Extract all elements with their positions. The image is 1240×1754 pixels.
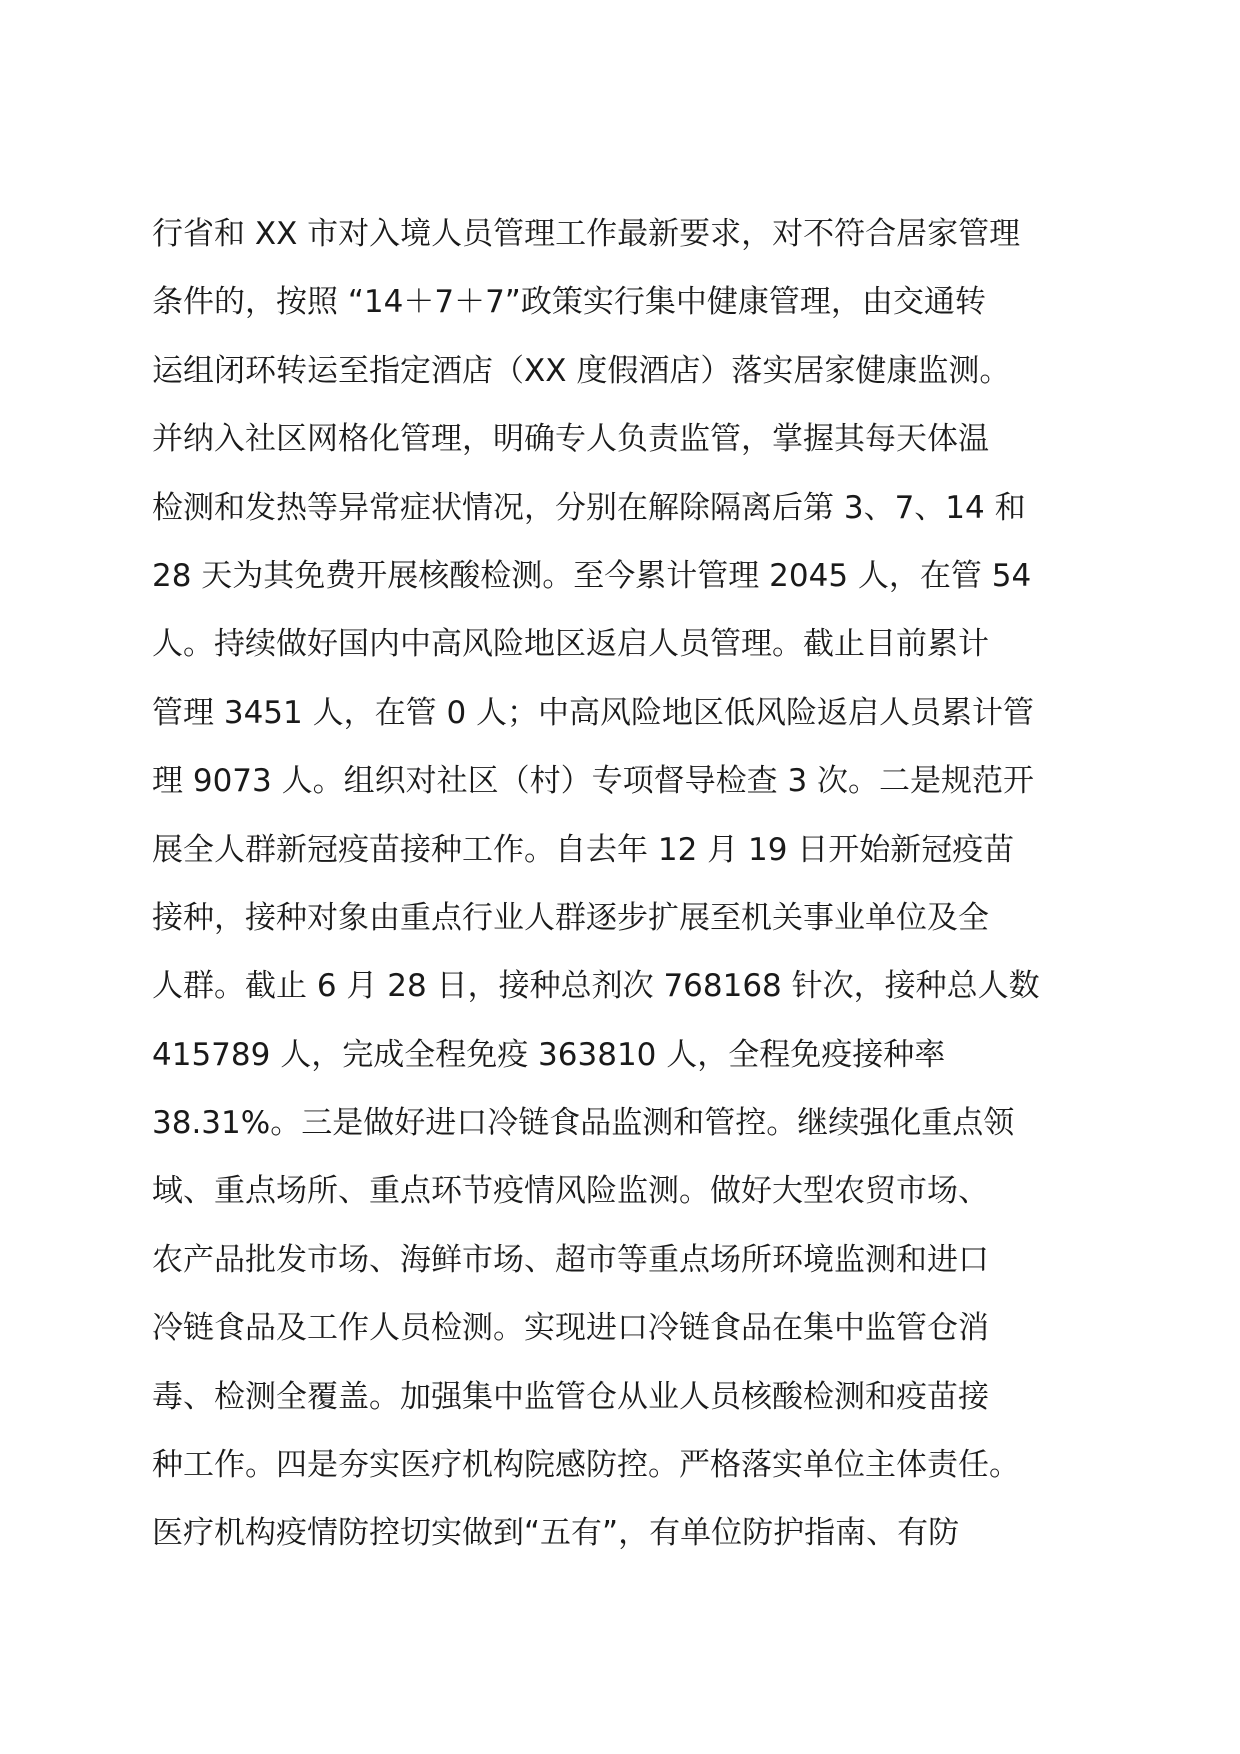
text-line-18: 毒、检测全覆盖。加强集中监管仓从业人员核酸检测和疫苗接 [152,1378,989,1415]
text-line-8: 管理 3451 人，在管 0 人；中高风险地区低风险返启人员累计管 [152,694,1035,731]
text-line-11: 接种，接种对象由重点行业人群逐步扩展至机关事业单位及全 [152,899,989,936]
text-line-13: 415789 人，完成全程免疫 363810 人，全程免疫接种率 [152,1036,946,1073]
text-line-4: 并纳入社区网格化管理，明确专人负责监管，掌握其每天体温 [152,421,989,458]
text-line-15: 域、重点场所、重点环节疫情风险监测。做好大型农贸市场、 [152,1173,989,1210]
text-line-20: 医疗机构疫情防控切实做到“五有”，有单位防护指南、有防 [152,1515,960,1552]
text-line-5: 检测和发热等异常症状情况，分别在解除隔离后第 3、7、14 和 [152,489,1026,526]
text-line-12: 人群。截止 6 月 28 日，接种总剂次 768168 针次，接种总人数 [152,968,1040,1005]
text-line-19: 种工作。四是夯实医疗机构院感防控。严格落实单位主体责任。 [152,1447,1020,1484]
text-line-2: 条件的，按照 “14＋7＋7”政策实行集中健康管理，由交通转 [152,284,986,321]
text-line-3: 运组闭环转运至指定酒店（XX 度假酒店）落实居家健康监测。 [152,352,1011,389]
text-line-7: 人。持续做好国内中高风险地区返启人员管理。截止目前累计 [152,626,989,663]
text-line-9: 理 9073 人。组织对社区（村）专项督导检查 3 次。二是规范开 [152,763,1035,800]
body-paragraph [152,206,1092,1574]
text-line-1: 行省和 XX 市对入境人员管理工作最新要求，对不符合居家管理 [152,216,1021,252]
text-line-14: 38.31%。三是做好进口冷链食品监测和管控。继续强化重点领 [152,1105,1015,1142]
text-line-10: 展全人群新冠疫苗接种工作。自去年 12 月 19 日开始新冠疫苗 [152,831,1015,868]
text-line-6: 28 天为其免费开展核酸检测。至今累计管理 2045 人，在管 54 [152,557,1032,594]
text-line-17: 冷链食品及工作人员检测。实现进口冷链食品在集中监管仓消 [152,1310,989,1347]
text-line-16: 农产品批发市场、海鲜市场、超市等重点场所环境监测和进口 [152,1241,989,1278]
